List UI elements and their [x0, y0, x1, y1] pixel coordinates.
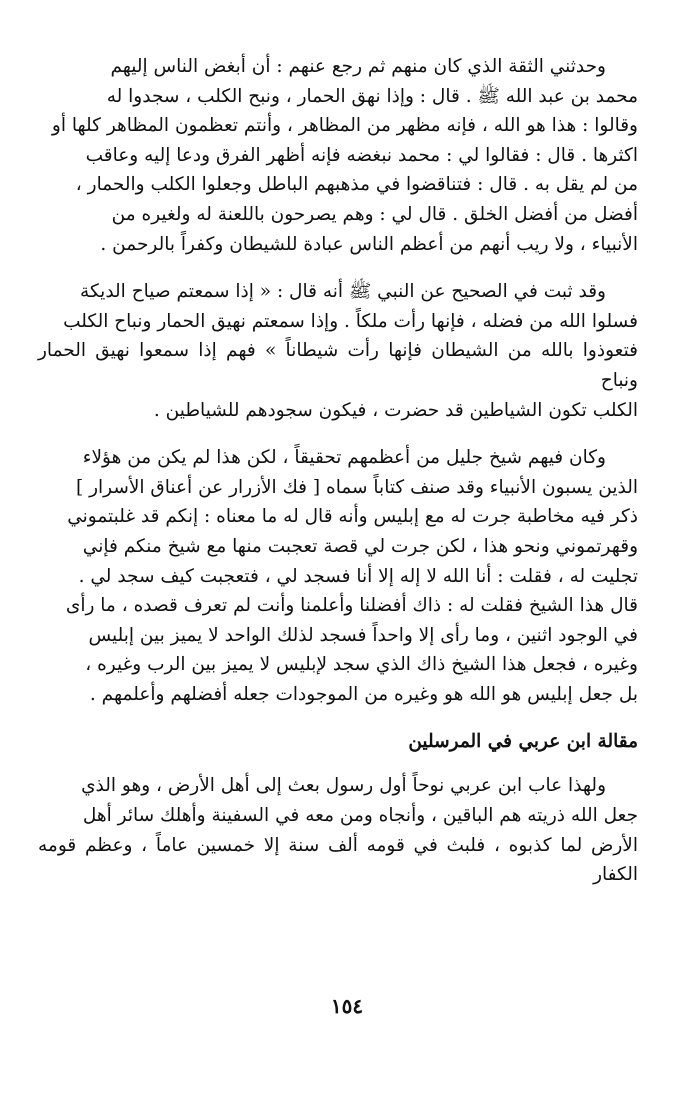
- text-line: قال هذا الشيخ فقلت له : ذاك أفضلنا وأعلمنا وأنت لم تعرف قصده ، ما رأى: [65, 595, 638, 617]
- text-line: من لم يقل به . قال : فتناقضوا في مذهبهم الباطل وجعلوا الكلب والحمار ،: [75, 174, 638, 196]
- text-line: جعل الله ذريته هم الباقين ، وأنجاه ومن معه في السفينة وأهلك سائر أهل: [82, 805, 638, 827]
- text-line: أفضل من أفضل الخلق . قال لي : وهم يصرحون باللعنة له ولغيره من: [111, 203, 638, 225]
- page-number: ١٥٤: [330, 994, 364, 1018]
- text-line: في الوجود اثنين ، وما رأى إلا واحداً فسجد لذلك الواحد لا يميز بين إبليس: [88, 624, 638, 646]
- text-line: الأنبياء ، ولا ريب أنهم من أعظم الناس عبادة للشيطان وكفراً بالرحمن .: [100, 233, 638, 255]
- text-line: ذكر فيه مخاطبة جرت له مع إبليس وأنه قال له ما معناه : إنكم قد غلبتموني: [67, 506, 638, 528]
- text-line: وكان فيهم شيخ جليل من أعظمهم تحقيقاً ، لكن هذا لم يكن من هؤلاء: [82, 447, 606, 469]
- text-line: بل جعل إبليس هو الله هو وغيره من الموجودات جعله أفضلهم وأعلمهم .: [89, 683, 638, 705]
- text-line: وقد ثبت في الصحيح عن النبي ﷺ أنه قال : « إذا سمعتم صياح الديكة: [80, 281, 606, 303]
- section-heading: مقالة ابن عربي في المرسلين: [408, 731, 638, 753]
- text-line: تجليت له ، فقلت : أنا الله لا إله إلا أنا فسجد لي ، فتعجبت كيف سجد لي .: [78, 565, 638, 587]
- text-line: محمد بن عبد الله ﷺ . قال : وإذا نهق الحمار ، ونبح الكلب ، سجدوا له: [106, 85, 638, 107]
- paragraph-hadith: [38, 277, 638, 425]
- text-line: وقالوا : هذا هو الله ، فإنه مظهر من المظاهر ، وأنتم تعظمون المظاهر كلها أو: [51, 115, 638, 137]
- text-line: اكثرها . قال : فقالوا لي : محمد نبغضه فإنه أظهر الفرق ودعا إليه وعاقب: [85, 144, 638, 166]
- text-line: وغيره ، فجعل هذا الشيخ ذاك الذي سجد لإبليس لا يميز بين الرب وغيره ،: [85, 654, 638, 676]
- paragraph-sheikh-story: [38, 443, 638, 709]
- text-line: ولهذا عاب ابن عربي نوحاً أول رسول بعث إلى أهل الأرض ، وهو الذي: [81, 775, 606, 797]
- text-line: الكلب تكون الشياطين قد حضرت ، فيكون سجودهم للشياطين .: [153, 399, 638, 421]
- text-line: فسلوا الله من فضله ، فإنها رأت ملكاً . وإذا سمعتم نهيق الحمار ونباح الكلب: [63, 310, 638, 332]
- paragraph-informant-account: [38, 52, 638, 259]
- paragraph-noah: [38, 771, 638, 889]
- text-line: فتعوذوا بالله من الشيطان فإنها رأت شيطاناً » فهم إذا سمعوا نهيق الحمار ونباح: [38, 340, 638, 391]
- text-line: وحدثني الثقة الذي كان منهم ثم رجع عنهم : أن أبغض الناس إليهم: [110, 56, 606, 77]
- text-line: الذين يسبون الأنبياء وقد صنف كتاباً سماه [ فك الأزرار عن أعناق الأسرار ]: [75, 476, 638, 498]
- text-line: الأرض لما كذبوه ، فلبث في قومه ألف سنة إلا خمسين عاماً ، وعظم قومه الكفار: [38, 834, 638, 886]
- text-line: وقهرتموني ونحو هذا ، لكن جرت لي قصة تعجبت منها مع شيخ منكم فإني: [82, 535, 638, 557]
